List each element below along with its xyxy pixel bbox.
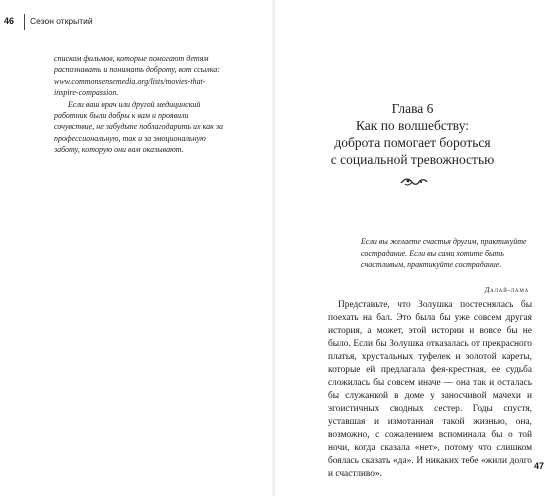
page-number-left: 46 (4, 16, 15, 26)
paragraph: Представьте, что Золушка постеснялась бы поехать на бал. Это была бы уже совсем другая история, а может, этой истории и вовсе бы не было. Если бы Золушка отказалась от прекрасного платья, хрустальных туфелек и золотой кареты, которые ей предлагала фея-крестная, ее судьба сложилась бы совсем иначе — она так и осталась бы служанкой в доме у заносчивой мачехи и эгоистичных сводных сестер. Годы спустя, уставшая и измотанная такой жизнью, она, возможно, с сожалением вспоминала бы о той ночи, когда сказала «нет», потому что слишком боялась сказать «да». И никаких тебе «жили долго и счастливо». (328, 300, 532, 479)
left-page-text (54, 53, 224, 156)
chapter-title-line: с социальной тревожностью (330, 152, 495, 167)
header-divider (24, 14, 25, 30)
chapter-title-line: Как по волшебству: (355, 118, 470, 133)
epigraph-text: Если вы желаете счастья другим, практикуйте сострадание. Если вы сами хотите быть счастливым, практикуйте сострадание. (361, 237, 527, 270)
running-title: Сезон открытий (30, 16, 93, 26)
running-header (0, 14, 273, 32)
chapter-number: Глава 6 (391, 101, 434, 116)
epigraph-author: Далай-лама (484, 286, 529, 294)
body-text (328, 299, 532, 481)
flourish-ornament-icon (399, 176, 429, 188)
left-page (0, 0, 273, 496)
paragraph: Если ваш врач или другой медицинский работник были добры к вам и проявили сочувствие, не забудьте поблагодарить их как за профессиональную, так и за эмоциональную заботу, которую они вам оказывают. (54, 99, 223, 155)
page-number-right: 47 (534, 461, 545, 471)
chapter-heading (275, 100, 550, 168)
right-page (275, 0, 550, 496)
chapter-title-line: доброта помогает бороться (334, 135, 491, 150)
epigraph (361, 236, 529, 271)
paragraph: списком фильмов, которые помогают детям распознавать и понимать доброту, вот ссылка: www.commonsensemedia.org/lists/movies-that-inspire-compassion. (54, 54, 220, 98)
